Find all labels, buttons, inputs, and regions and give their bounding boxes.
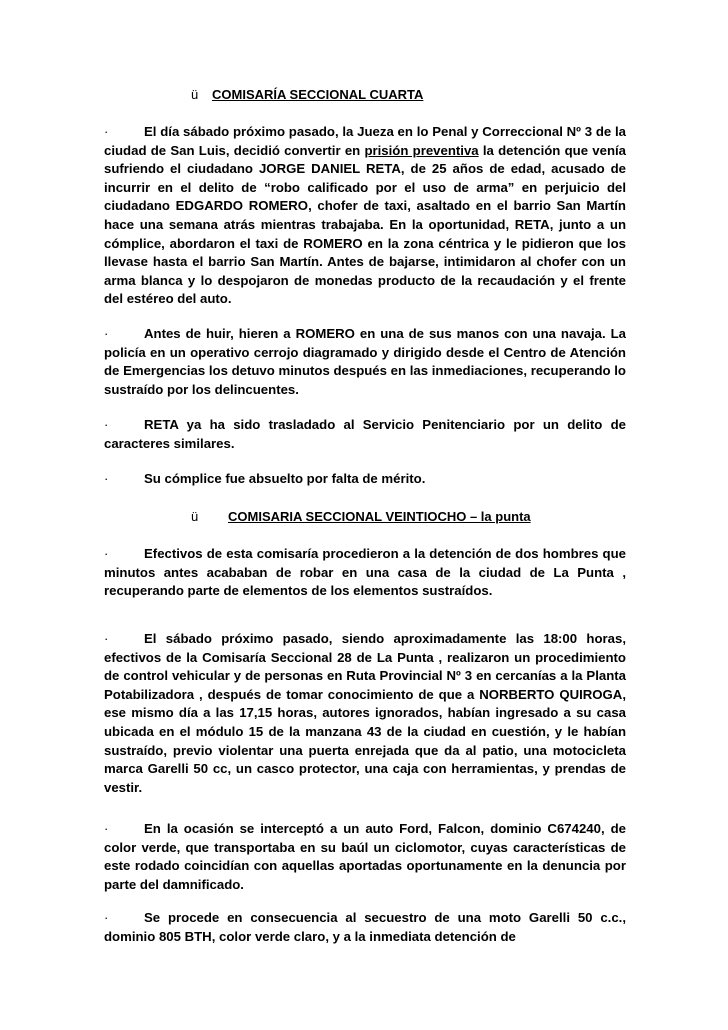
bullet-dot: · [104, 821, 109, 836]
paragraph-text: Efectivos de esta comisaría procedieron a la detención de dos hombres que minutos antes acababan de robar en una casa de la ciudad de La Punta , recuperando parte de elementos de los elementos sustraídos. [104, 546, 626, 599]
paragraph-7 [104, 820, 626, 894]
bullet-dot: · [104, 546, 109, 561]
paragraph-text: RETA ya ha sido trasladado al Servicio Penitenciario por un delito de caracteres similares. [104, 417, 626, 451]
bullet-dot: · [104, 326, 109, 341]
underlined-term: prisión preventiva [364, 142, 479, 158]
paragraph-8 [104, 909, 626, 946]
paragraph-text: la detención que venía sufriendo el ciudadano JORGE DANIEL RETA, de 25 años de edad, acusado de incurrir en el delito de “robo calificado por el uso de arma” en perjuicio del ciudadano EDGARDO ROMERO, chofer de taxi, asaltado en el barrio San Martín hace una semana atrás mientras trabajaba. En la oportunidad, RETA, junto a un cómplice, abordaron el taxi de ROMERO en la zona céntrica y le pidieron que los llevase hasta el barrio San Martín. Antes de bajarse, intimidaron al chofer con un arma blanca y lo despojaron de monedas producto de la recaudación y el frente del estéreo del auto. [104, 142, 626, 307]
paragraph-6 [104, 630, 626, 797]
paragraph-text: En la ocasión se interceptó a un auto Ford, Falcon, dominio C674240, de color verde, que transportaba en su baúl un ciclomotor, cuyas características de este rodado coincidían con aquellas aportadas oportunamente en la denuncia por parte del damnificado. [104, 821, 626, 892]
bullet-dot: · [104, 417, 109, 432]
checkmark-bullet-icon: ü [191, 87, 199, 102]
section-heading-cuarta [191, 86, 423, 104]
paragraph-3 [104, 416, 626, 453]
paragraph-text: Antes de huir, hieren a ROMERO en una de sus manos con una navaja. La policía en un operativo cerrojo diagramado y dirigido desde el Centro de Atención de Emergencias los detuvo minutos después en las inmediaciones, recuperando lo sustraído por los delincuentes. [104, 326, 626, 397]
paragraph-text: Se procede en consecuencia al secuestro de una moto Garelli 50 c.c., dominio 805 BTH, color verde claro, y a la inmediata detención de [104, 910, 626, 944]
paragraph-2 [104, 325, 626, 399]
bullet-dot: · [104, 910, 109, 925]
paragraph-4 [104, 470, 626, 489]
paragraph-text: El día sábado próximo pasado, la Jueza en lo Penal y Correccional Nº 3 de la ciudad de San Luis, decidió convertir en [104, 124, 626, 158]
paragraph-1 [104, 123, 626, 309]
section-heading-veintiocho [191, 508, 531, 526]
section-title: COMISARÍA SECCIONAL CUARTA [212, 87, 424, 102]
bullet-dot: · [104, 631, 109, 646]
paragraph-text: Su cómplice fue absuelto por falta de mérito. [144, 471, 426, 486]
section-title: COMISARIA SECCIONAL VEINTIOCHO – la punta [228, 509, 531, 524]
checkmark-bullet-icon: ü [191, 509, 199, 524]
paragraph-5 [104, 545, 626, 601]
bullet-dot: · [104, 471, 109, 486]
paragraph-text: El sábado próximo pasado, siendo aproximadamente las 18:00 horas, efectivos de la Comisaría Seccional 28 de La Punta , realizaron un procedimiento de control vehicular y de personas en Ruta Provincial Nº 3 en cercanías a la Planta Potabilizadora , después de tomar conocimiento de que a NORBERTO QUIROGA, ese mismo día a las 17,15 horas, autores ignorados, habían ingresado a su casa ubicada en el módulo 15 de la manzana 43 de la ciudad en cuestión, y le habían sustraído, previo violentar una puerta enrejada que da al patio, una motocicleta marca Garelli 50 cc, un casco protector, una caja con herramientas, y prendas de vestir. [104, 631, 626, 795]
bullet-dot: · [104, 124, 109, 139]
